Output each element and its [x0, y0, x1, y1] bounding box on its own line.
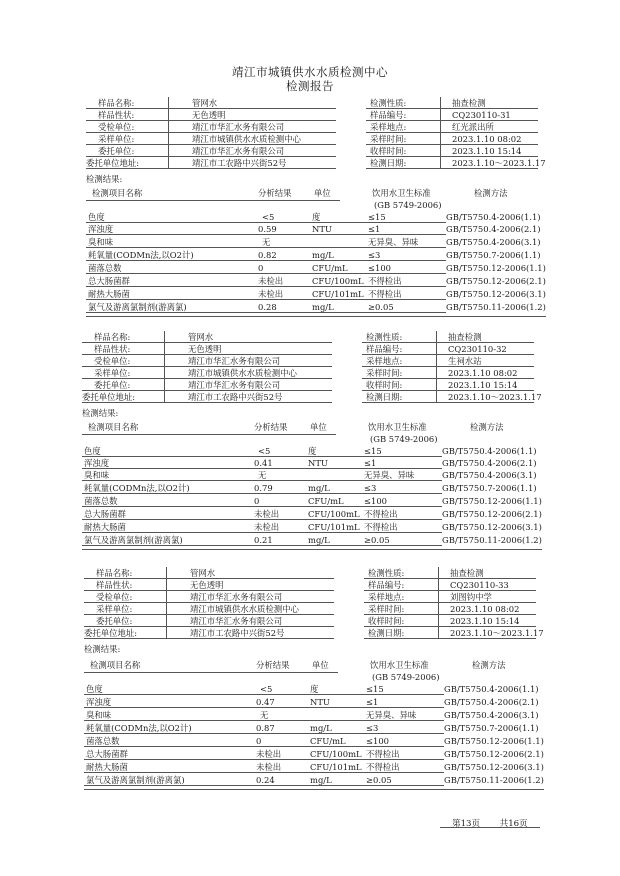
meta-label: 采样地点:: [368, 592, 405, 602]
row-rule: [86, 108, 336, 109]
cell-standard: 不得检出: [364, 509, 398, 519]
cell-standard: ≥0.05: [364, 535, 390, 545]
meta-value: 靖江市华汇水务有限公司: [192, 146, 285, 156]
meta-label: 采样单位:: [98, 134, 135, 144]
cell-standard: ≤15: [364, 446, 382, 456]
meta-label: 检测日期:: [368, 628, 405, 638]
row-rule: [86, 247, 446, 248]
meta-value: 2023.1.10 08:02: [448, 368, 518, 378]
row-rule: [84, 785, 444, 786]
header-rule: [84, 672, 338, 673]
row-rule: [84, 759, 444, 760]
row-rule: [86, 120, 336, 121]
meta-label: 样品名称:: [96, 568, 133, 578]
row-rule: [366, 144, 538, 145]
row-rule: [82, 456, 442, 457]
cell-unit: NTU: [310, 697, 330, 707]
cell-unit: CFU/mL: [312, 263, 348, 273]
cell-item: 氯气及游离氯制剂(游离氯): [88, 302, 187, 312]
meta-label: 采样时间:: [370, 134, 407, 144]
cell-method: GB/T5750.12-2006(2.1): [444, 749, 544, 759]
cell-result: 无: [262, 237, 271, 247]
report-center-title: 靖江市城镇供水水质检测中心: [232, 65, 388, 79]
cell-item: 浑浊度: [88, 224, 114, 234]
results-label: 检测结果:: [86, 174, 123, 184]
cell-unit: mg/L: [312, 250, 334, 260]
cell-unit: mg/L: [310, 775, 332, 785]
col-header-unit: 单位: [314, 188, 331, 198]
cell-result: 未检出: [254, 509, 280, 519]
cell-standard: ≤3: [364, 483, 377, 493]
cell-standard: ≤3: [368, 250, 381, 260]
cell-method: GB/T5750.4-2006(3.1): [442, 470, 537, 480]
meta-value: 靖江市华汇水务有限公司: [188, 356, 281, 366]
meta-value: 靖江市华汇水务有限公司: [190, 616, 283, 626]
row-rule: [86, 156, 336, 157]
report-section-2: [0, 330, 620, 570]
row-rule: [84, 720, 444, 721]
meta-label: 受检单位:: [96, 592, 133, 602]
meta-value: 管网水: [190, 568, 216, 578]
col-header-standard-code: (GB 5749-2006): [370, 434, 438, 444]
cell-method: GB/T5750.12-2006(1.1): [442, 496, 542, 506]
cell-item: 耐热大肠菌: [86, 762, 128, 772]
meta-value: 2023.1.10～2023.1.17: [448, 392, 542, 402]
meta-value: 2023.1.10～2023.1.17: [450, 628, 544, 638]
cell-standard: 无异臭、异味: [368, 237, 419, 247]
cell-standard: ≤15: [368, 212, 386, 222]
cell-standard: 不得检出: [366, 762, 400, 772]
meta-label: 受检单位:: [98, 122, 135, 132]
row-rule: [84, 733, 444, 734]
cell-unit: CFU/mL: [310, 736, 346, 746]
cell-standard: ≤100: [364, 496, 388, 506]
row-rule: [84, 772, 444, 773]
row-rule: [362, 366, 534, 367]
cell-result: 无: [260, 710, 269, 720]
cell-result: 0.28: [258, 302, 277, 312]
meta-label: 检测日期:: [370, 158, 407, 168]
cell-unit: CFU/101mL: [312, 289, 364, 299]
meta-label: 委托单位地址:: [84, 628, 138, 638]
cell-standard: ≤3: [366, 723, 379, 733]
row-rule: [86, 222, 446, 223]
row-rule: [84, 746, 444, 747]
cell-result: 0.24: [256, 775, 275, 785]
row-rule: [366, 156, 538, 157]
cell-result: <5: [258, 446, 271, 456]
cell-standard: 无异臭、异味: [364, 470, 415, 480]
row-rule: [82, 493, 442, 494]
cell-item: 菌落总数: [84, 496, 118, 506]
cell-method: GB/T5750.11-2006(1.2): [444, 775, 544, 785]
cell-result: 0.82: [258, 250, 277, 260]
row-rule: [82, 378, 332, 379]
meta-value: 靖江市城镇供水水质检测中心: [192, 134, 301, 144]
row-rule: [86, 132, 336, 133]
meta-label: 样品编号:: [370, 110, 407, 120]
row-rule: [82, 506, 442, 507]
row-rule: [82, 468, 442, 469]
meta-value: 靖江市城镇供水水质检测中心: [188, 368, 297, 378]
cell-unit: mg/L: [308, 535, 330, 545]
cell-item: 总大肠菌群: [88, 276, 130, 286]
meta-value: 2023.1.10 08:02: [450, 604, 520, 614]
meta-value: 抽查检测: [450, 568, 484, 578]
cell-method: GB/T5750.4-2006(3.1): [444, 710, 539, 720]
meta-label: 检测日期:: [366, 392, 403, 402]
meta-label: 收样时间:: [368, 616, 405, 626]
meta-label: 样品性状:: [98, 110, 135, 120]
cell-result: 0.87: [256, 723, 275, 733]
meta-value: 无色透明: [190, 580, 224, 590]
cell-item: 耐热大肠菌: [84, 522, 126, 532]
row-rule: [82, 354, 332, 355]
row-rule: [82, 342, 332, 343]
row-rule: [86, 144, 336, 145]
cell-standard: ≥0.05: [368, 302, 394, 312]
meta-value: 2023.1.10～2023.1.17: [452, 158, 546, 168]
row-rule: [362, 378, 534, 379]
cell-result: 0.79: [254, 483, 273, 493]
cell-result: 0.21: [254, 535, 273, 545]
cell-method: GB/T5750.11-2006(1.2): [446, 302, 546, 312]
col-header-method: 检测方法: [474, 188, 508, 198]
col-header-standard: 饮用水卫生标准: [368, 422, 427, 432]
cell-method: GB/T5750.12-2006(2.1): [446, 276, 546, 286]
meta-label: 采样地点:: [370, 122, 407, 132]
cell-item: 浑浊度: [84, 458, 110, 468]
row-rule: [84, 590, 334, 591]
header-rule: [86, 200, 340, 201]
meta-label: 委托单位:: [98, 146, 135, 156]
report-section-3: [0, 564, 620, 804]
cell-unit: mg/L: [312, 302, 334, 312]
cell-standard: 不得检出: [368, 289, 402, 299]
row-rule: [362, 342, 534, 343]
col-header-standard: 饮用水卫生标准: [370, 660, 429, 670]
cell-result: 0.47: [256, 697, 275, 707]
meta-label: 采样时间:: [368, 604, 405, 614]
cell-item: 耐热大肠菌: [88, 289, 130, 299]
meta-divider: [164, 331, 165, 402]
row-rule: [84, 626, 334, 627]
cell-item: 氯气及游离氯制剂(游离氯): [86, 775, 185, 785]
cell-unit: 度: [308, 446, 317, 456]
cell-standard: ≤15: [366, 684, 384, 694]
meta-value: 2023.1.10 15:14: [450, 616, 520, 626]
section-rule: [84, 789, 544, 790]
meta-value: CQ230110-33: [450, 580, 509, 590]
cell-method: GB/T5750.7-2006(1.1): [446, 250, 541, 260]
meta-label: 采样时间:: [366, 368, 403, 378]
meta-label: 委托单位:: [94, 380, 131, 390]
cell-unit: 度: [312, 212, 321, 222]
row-rule: [364, 638, 536, 639]
row-rule: [86, 234, 446, 235]
meta-label: 委托单位地址:: [82, 392, 136, 402]
cell-method: GB/T5750.4-2006(1.1): [442, 446, 537, 456]
meta-label: 样品性状:: [96, 580, 133, 590]
cell-item: 菌落总数: [88, 263, 122, 273]
cell-method: GB/T5750.7-2006(1.1): [442, 483, 537, 493]
row-rule: [84, 707, 444, 708]
header-rule: [82, 434, 336, 435]
row-rule: [366, 132, 538, 133]
col-header-unit: 单位: [312, 660, 329, 670]
cell-standard: ≤100: [368, 263, 392, 273]
col-header-result: 分析结果: [258, 188, 292, 198]
cell-result: 0.59: [258, 224, 277, 234]
meta-value: 靖江市华汇水务有限公司: [188, 380, 281, 390]
cell-result: 未检出: [256, 762, 282, 772]
meta-value: CQ230110-32: [448, 344, 507, 354]
meta-value: 靖江市华汇水务有限公司: [192, 122, 285, 132]
col-header-item: 检测项目名称: [90, 660, 141, 670]
cell-result: 0: [254, 496, 260, 506]
row-rule: [82, 480, 442, 481]
meta-label: 检测性质:: [366, 332, 403, 342]
row-rule: [366, 168, 538, 169]
cell-method: GB/T5750.12-2006(1.1): [444, 736, 544, 746]
meta-label: 样品编号:: [366, 344, 403, 354]
col-header-method: 检测方法: [470, 422, 504, 432]
meta-value: 生祠水站: [448, 356, 482, 366]
row-rule: [82, 390, 332, 391]
meta-label: 受检单位:: [94, 356, 131, 366]
cell-method: GB/T5750.7-2006(1.1): [444, 723, 539, 733]
meta-value: 靖江市华汇水务有限公司: [190, 592, 283, 602]
col-header-item: 检测项目名称: [88, 422, 139, 432]
cell-result: 未检出: [258, 276, 284, 286]
meta-value: 靖江市城镇供水水质检测中心: [190, 604, 299, 614]
cell-item: 色度: [88, 212, 105, 222]
cell-item: 耗氧量(CODMn法,以O2计): [84, 483, 190, 493]
meta-value: 抽查检测: [452, 98, 486, 108]
row-rule: [362, 402, 534, 403]
page-total: 共16页: [499, 819, 528, 829]
cell-unit: NTU: [308, 458, 328, 468]
col-header-standard: 饮用水卫生标准: [372, 188, 431, 198]
meta-divider: [438, 567, 439, 638]
meta-label: 检测性质:: [368, 568, 405, 578]
cell-unit: CFU/100mL: [310, 749, 362, 759]
col-header-result: 分析结果: [256, 660, 290, 670]
meta-label: 检测性质:: [370, 98, 407, 108]
cell-item: 氯气及游离氯制剂(游离氯): [84, 535, 183, 545]
row-rule: [86, 312, 446, 313]
meta-label: 收样时间:: [366, 380, 403, 390]
cell-standard: ≤100: [366, 736, 390, 746]
row-rule: [84, 614, 334, 615]
col-header-standard-code: (GB 5749-2006): [374, 200, 442, 210]
meta-value: CQ230110-31: [452, 110, 511, 120]
cell-result: <5: [262, 212, 275, 222]
cell-method: GB/T5750.12-2006(2.1): [442, 509, 542, 519]
results-label: 检测结果:: [82, 408, 119, 418]
meta-divider: [436, 331, 437, 402]
row-rule: [86, 273, 446, 274]
cell-method: GB/T5750.4-2006(3.1): [446, 237, 541, 247]
cell-item: 菌落总数: [86, 736, 120, 746]
meta-value: 靖江市工农路中兴街52号: [190, 628, 285, 638]
cell-unit: NTU: [312, 224, 332, 234]
meta-label: 样品编号:: [368, 580, 405, 590]
section-rule: [82, 549, 542, 550]
cell-item: 色度: [86, 684, 103, 694]
meta-label: 收样时间:: [370, 146, 407, 156]
meta-label: 委托单位地址:: [86, 158, 140, 168]
row-rule: [86, 168, 336, 169]
cell-unit: CFU/100mL: [312, 276, 364, 286]
cell-standard: ≥0.05: [366, 775, 392, 785]
cell-result: 未检出: [258, 289, 284, 299]
row-rule: [82, 519, 442, 520]
meta-divider: [440, 97, 441, 168]
cell-item: 浑浊度: [86, 697, 112, 707]
col-header-method: 检测方法: [472, 660, 506, 670]
cell-unit: CFU/100mL: [308, 509, 360, 519]
cell-standard: 不得检出: [368, 276, 402, 286]
meta-value: 无色透明: [188, 344, 222, 354]
cell-unit: mg/L: [310, 723, 332, 733]
cell-item: 臭和味: [88, 237, 114, 247]
row-rule: [82, 366, 332, 367]
cell-item: 总大肠菌群: [84, 509, 126, 519]
row-rule: [366, 108, 538, 109]
row-rule: [364, 626, 536, 627]
row-rule: [86, 299, 446, 300]
cell-result: 无: [258, 470, 267, 480]
meta-value: 2023.1.10 15:14: [448, 380, 518, 390]
cell-standard: ≤1: [366, 697, 379, 707]
meta-value: 管网水: [192, 98, 218, 108]
meta-value: 靖江市工农路中兴街52号: [188, 392, 283, 402]
meta-value: 管网水: [188, 332, 214, 342]
cell-method: GB/T5750.12-2006(3.1): [442, 522, 542, 532]
cell-item: 总大肠菌群: [86, 749, 128, 759]
cell-method: GB/T5750.4-2006(2.1): [444, 697, 539, 707]
meta-label: 样品性状:: [94, 344, 131, 354]
cell-item: 臭和味: [84, 470, 110, 480]
cell-standard: ≤1: [368, 224, 381, 234]
meta-label: 采样单位:: [96, 604, 133, 614]
row-rule: [362, 390, 534, 391]
cell-item: 耗氧量(CODMn法,以O2计): [86, 723, 192, 733]
cell-unit: 度: [310, 684, 319, 694]
row-rule: [364, 590, 536, 591]
cell-result: 0: [256, 736, 262, 746]
page-number: 第13页: [452, 819, 481, 829]
row-rule: [366, 120, 538, 121]
cell-result: 0.41: [254, 458, 273, 468]
meta-label: 采样单位:: [94, 368, 131, 378]
row-rule: [84, 578, 334, 579]
col-header-result: 分析结果: [254, 422, 288, 432]
cell-method: GB/T5750.12-2006(3.1): [446, 289, 546, 299]
meta-value: 抽查检测: [448, 332, 482, 342]
cell-result: <5: [260, 684, 273, 694]
cell-standard: 无异臭、异味: [366, 710, 417, 720]
row-rule: [82, 402, 332, 403]
meta-divider: [168, 97, 169, 168]
cell-item: 色度: [84, 446, 101, 456]
page-footer: [452, 817, 528, 829]
meta-value: 红光派出所: [452, 122, 494, 132]
row-rule: [364, 578, 536, 579]
cell-standard: 不得检出: [366, 749, 400, 759]
cell-unit: mg/L: [308, 483, 330, 493]
meta-label: 样品名称:: [98, 98, 135, 108]
meta-label: 采样地点:: [366, 356, 403, 366]
row-rule: [364, 614, 536, 615]
row-rule: [362, 354, 534, 355]
cell-unit: CFU/101mL: [308, 522, 360, 532]
cell-method: GB/T5750.11-2006(1.2): [442, 535, 542, 545]
row-rule: [84, 638, 334, 639]
cell-method: GB/T5750.4-2006(1.1): [444, 684, 539, 694]
section-rule: [86, 316, 546, 317]
meta-divider: [166, 567, 167, 638]
col-header-unit: 单位: [310, 422, 327, 432]
cell-result: 未检出: [256, 749, 282, 759]
row-rule: [84, 602, 334, 603]
row-rule: [82, 545, 442, 546]
col-header-standard-code: (GB 5749-2006): [372, 672, 440, 682]
cell-method: GB/T5750.12-2006(1.1): [446, 263, 546, 273]
meta-value: 无色透明: [192, 110, 226, 120]
report-title: 检测报告: [286, 79, 334, 93]
cell-item: 耗氧量(CODMn法,以O2计): [88, 250, 194, 260]
row-rule: [84, 694, 444, 695]
meta-value: 2023.1.10 15:14: [452, 146, 522, 156]
cell-result: 未检出: [254, 522, 280, 532]
cell-method: GB/T5750.4-2006(2.1): [442, 458, 537, 468]
row-rule: [82, 532, 442, 533]
cell-item: 臭和味: [86, 710, 112, 720]
row-rule: [86, 260, 446, 261]
row-rule: [364, 602, 536, 603]
cell-method: GB/T5750.12-2006(3.1): [444, 762, 544, 772]
cell-standard: 不得检出: [364, 522, 398, 532]
report-section-1: [0, 94, 620, 334]
meta-value: 刘图钧中学: [450, 592, 492, 602]
col-header-item: 检测项目名称: [92, 188, 143, 198]
meta-value: 靖江市工农路中兴街52号: [192, 158, 287, 168]
cell-result: 0: [258, 263, 264, 273]
cell-standard: ≤1: [364, 458, 377, 468]
row-rule: [86, 286, 446, 287]
cell-method: GB/T5750.4-2006(1.1): [446, 212, 541, 222]
meta-label: 委托单位:: [96, 616, 133, 626]
meta-value: 2023.1.10 08:02: [452, 134, 522, 144]
cell-unit: CFU/101mL: [310, 762, 362, 772]
cell-method: GB/T5750.4-2006(2.1): [446, 224, 541, 234]
results-label: 检测结果:: [84, 644, 121, 654]
cell-unit: CFU/mL: [308, 496, 344, 506]
meta-label: 样品名称:: [94, 332, 131, 342]
